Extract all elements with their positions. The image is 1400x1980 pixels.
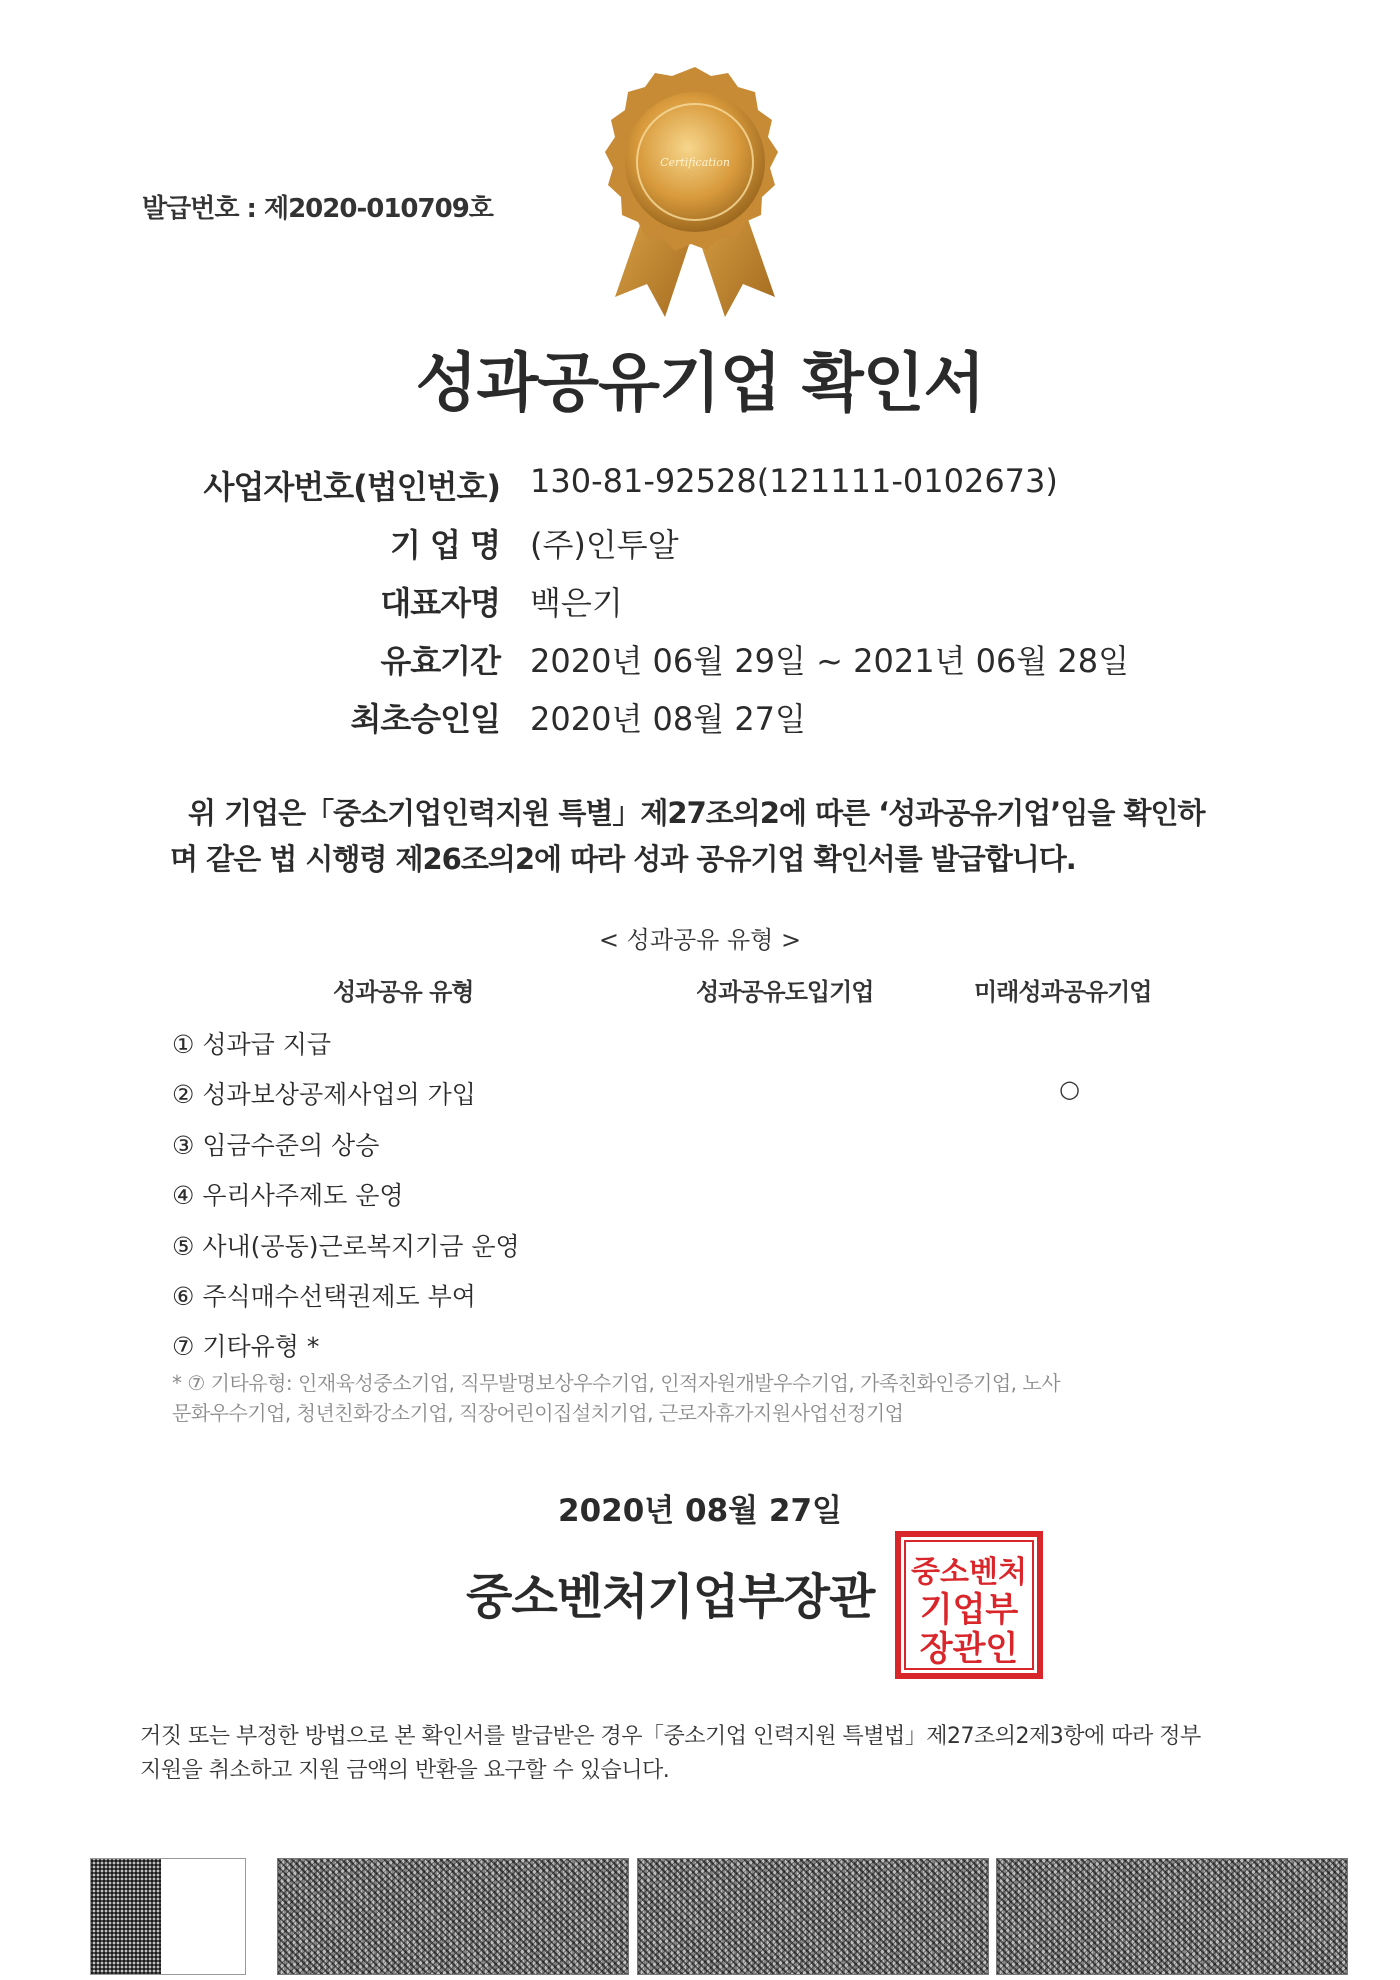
statement-line: 며 같은 법 시행령 제26조의2에 따라 성과 공유기업 확인서를 발급합니다. bbox=[170, 842, 1076, 876]
info-value: 백은기 bbox=[530, 584, 623, 622]
barcode-pattern bbox=[91, 1859, 161, 1974]
notice-line: 지원을 취소하고 지원 금액의 반환을 요구할 수 있습니다. bbox=[140, 1758, 670, 1783]
security-barcode bbox=[637, 1858, 989, 1975]
info-label: 대표자명 bbox=[380, 584, 500, 622]
table-row: ⑦ 기타유형 * bbox=[172, 1332, 320, 1361]
issue-date: 2020년 08월 27일 bbox=[558, 1493, 842, 1529]
issuer-name: 중소벤처기업부장관 bbox=[466, 1569, 875, 1625]
table-row: ④ 우리사주제도 운영 bbox=[172, 1181, 404, 1210]
info-row-company-name bbox=[0, 520, 1400, 576]
section-caption: < 성과공유 유형 > bbox=[598, 926, 802, 954]
table-row: ⑥ 주식매수선택권제도 부여 bbox=[172, 1282, 476, 1311]
info-row-first-approval bbox=[0, 694, 1400, 750]
notice-line: 거짓 또는 부정한 방법으로 본 확인서를 발급받은 경우「중소기업 인력지원 특별법」제27조의2제3항에 따라 정부 bbox=[140, 1724, 1201, 1749]
legal-notice bbox=[140, 1720, 1270, 1788]
info-label: 유효기간 bbox=[380, 642, 500, 680]
seal-text-line: 기업부 bbox=[919, 1590, 1019, 1630]
info-row-representative bbox=[0, 578, 1400, 634]
certification-medal-icon bbox=[585, 62, 805, 322]
table-row: ⑤ 사내(공동)근로복지기금 운영 bbox=[172, 1232, 520, 1261]
footnote-line: * ⑦ 기타유형: 인재육성중소기업, 직무발명보상우수기업, 인적자원개발우수기업, 가족친화인증기업, 노사 bbox=[172, 1371, 1061, 1395]
footnote bbox=[172, 1368, 1222, 1428]
official-seal-icon bbox=[894, 1530, 1044, 1680]
header-type: 성과공유 유형 bbox=[333, 978, 474, 1006]
issue-number: 발급번호 : 제2020-010709호 bbox=[142, 194, 493, 224]
table-row: ② 성과보상공제사업의 가입 bbox=[172, 1080, 476, 1109]
seal-text-line: 중소벤처 bbox=[911, 1555, 1027, 1590]
statement-line: 위 기업은「중소기업인력지원 특별」제27조의2에 따른 ‘성과공유기업’임을 확인하 bbox=[188, 796, 1205, 830]
info-value: 130-81-92528(121111-0102673) bbox=[530, 462, 1058, 500]
security-barcode bbox=[277, 1858, 629, 1975]
footnote-line: 문화우수기업, 청년친화강소기업, 직장어린이집설치기업, 근로자휴가지원사업선정기업 bbox=[172, 1401, 904, 1425]
header-introduced: 성과공유도입기업 bbox=[696, 978, 874, 1006]
security-barcode bbox=[90, 1858, 246, 1975]
header-future: 미래성과공유기업 bbox=[974, 978, 1152, 1006]
info-row-business-number bbox=[0, 462, 1400, 518]
security-barcode bbox=[996, 1858, 1348, 1975]
certification-statement bbox=[170, 790, 1230, 882]
future-mark: ○ bbox=[1059, 1075, 1080, 1103]
info-row-validity-period bbox=[0, 636, 1400, 692]
info-value: 2020년 06월 29일 ~ 2021년 06월 28일 bbox=[530, 642, 1130, 680]
table-row: ① 성과급 지급 bbox=[172, 1030, 332, 1059]
table-row: ③ 임금수준의 상승 bbox=[172, 1131, 380, 1160]
document-title: 성과공유기업 확인서 bbox=[415, 347, 985, 421]
info-value: (주)인투알 bbox=[530, 526, 679, 564]
info-value: 2020년 08월 27일 bbox=[530, 700, 806, 738]
medal-text: Certification bbox=[660, 156, 730, 169]
info-label: 기 업 명 bbox=[389, 526, 500, 564]
info-label: 최초승인일 bbox=[350, 700, 500, 738]
seal-text-line: 장관인 bbox=[919, 1629, 1019, 1669]
info-label: 사업자번호(법인번호) bbox=[203, 468, 500, 506]
